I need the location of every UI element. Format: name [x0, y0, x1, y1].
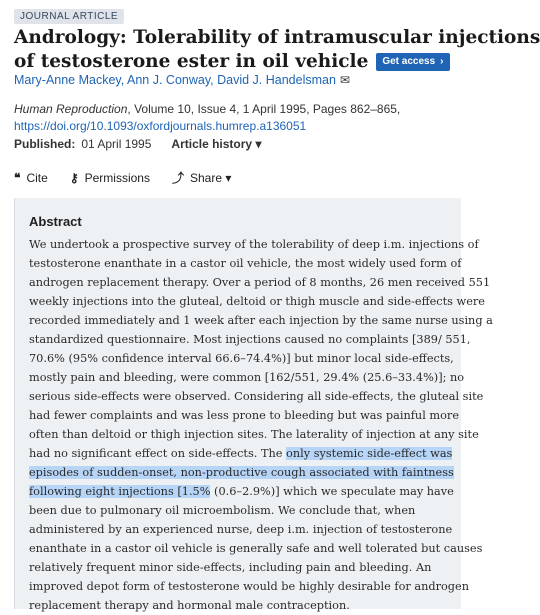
article-history-label: Article history — [171, 137, 253, 151]
article-title — [14, 26, 540, 74]
abstract-line: replacement therapy and hormonal male contraception. — [29, 599, 350, 612]
highlighted-text: following eight injections [1.5% — [29, 485, 211, 498]
abstract-line: had fewer complaints and was less prone to bleeding but was painful more — [29, 409, 460, 422]
abstract-text-fragment: (0.6–2.9%)] which we speculate may have — [210, 485, 454, 498]
abstract-line — [29, 482, 457, 501]
author-link[interactable]: Ann J. Conway — [127, 73, 211, 87]
permissions-label: Permissions — [84, 170, 150, 185]
highlighted-text: episodes of sudden-onset, non-productive cough associated with faintness — [29, 466, 454, 479]
abstract-line — [29, 463, 457, 482]
permissions-button[interactable] — [70, 171, 150, 185]
abstract-line: androgen replacement therapy. Over a period of 8 months, 26 men received 551 — [29, 276, 491, 289]
caret-down-icon: ▾ — [255, 137, 262, 151]
share-label: Share — [189, 170, 223, 185]
cite-label: Cite — [26, 170, 48, 185]
abstract-line: been due to pulmonary oil microembolism. We conclude that, when — [29, 504, 416, 517]
abstract-line — [29, 444, 457, 463]
abstract-line: mostly pain and bleeding, were common [162/551, 29.4% (25.6–33.4%)]; no — [29, 371, 465, 384]
share-button[interactable] — [172, 169, 231, 186]
article-type-badge: JOURNAL ARTICLE — [14, 9, 124, 24]
author-list — [14, 73, 350, 87]
highlighted-text: only systemic side-effect was — [286, 447, 453, 460]
abstract-line: improved depot form of testosterone would be highly desirable for androgen — [29, 580, 469, 593]
title-line-1: Andrology: Tolerability of intramuscular injections — [14, 27, 540, 48]
author-link[interactable]: Mary-Anne Mackey — [14, 73, 121, 87]
author-link[interactable]: David J. Handelsman — [217, 73, 336, 87]
get-access-label: Get access — [382, 56, 436, 67]
chevron-right-icon: › — [440, 56, 444, 67]
author-separator: , — [120, 73, 128, 87]
abstract-line: relatively frequent minor side-effects, including pain and bleeding. An — [29, 561, 432, 574]
title-line-2: of testosterone ester in oil vehicle — [14, 51, 369, 72]
key-icon: ⚷ — [69, 170, 79, 185]
abstract-line: enanthate in a castor oil vehicle is generally safe and well tolerated but causes — [29, 542, 483, 555]
abstract-line: 70.6% (95% confidence interval 66.6–74.4%)] but minor local side-effects, — [29, 352, 454, 365]
share-icon: ⤴ — [171, 171, 184, 185]
cite-button[interactable] — [14, 171, 48, 185]
author-separator: , — [210, 73, 218, 87]
publication-info — [14, 137, 261, 151]
journal-name: Human Reproduction — [14, 102, 128, 116]
abstract-text — [29, 235, 493, 615]
article-history-toggle[interactable] — [171, 137, 261, 151]
abstract-text-fragment: had no significant effect on side-effects. The — [29, 447, 287, 460]
envelope-icon[interactable]: ✉ — [339, 73, 350, 87]
abstract-line: weekly injections into the gluteal, deltoid or thigh muscle and side-effects were — [29, 295, 485, 308]
quote-icon: ❝ — [14, 170, 21, 185]
caret-down-icon: ▾ — [225, 170, 232, 185]
abstract-line: administered by an experienced nurse, deep i.m. injection of testosterone — [29, 523, 453, 536]
abstract-section — [14, 198, 493, 612]
published-date: 01 April 1995 — [81, 137, 152, 151]
abstract-line: testosterone enanthate in a castor oil vehicle, the most widely used form of — [29, 257, 462, 270]
journal-citation — [14, 102, 400, 116]
doi-link[interactable]: https://doi.org/10.1093/oxfordjournals.humrep.a136051 — [14, 119, 307, 133]
published-label: Published: — [14, 137, 76, 151]
abstract-line: often than deltoid or thigh injection sites. The laterality of injection at any site — [29, 428, 479, 441]
abstract-line: recorded immediately and 1 week after each injection by the same nurse using a — [29, 314, 493, 327]
abstract-line: standardized questionnaire. Most injections caused no complaints [389/ 551, — [29, 333, 471, 346]
abstract-heading: Abstract — [29, 214, 82, 229]
get-access-button[interactable] — [376, 53, 449, 71]
abstract-line: serious side-effects were observed. Considering all side-effects, the gluteal site — [29, 390, 484, 403]
journal-details: , Volume 10, Issue 4, 1 April 1995, Pages 862–865, — [127, 102, 401, 116]
abstract-line: We undertook a prospective survey of the tolerability of deep i.m. injections of — [29, 238, 479, 251]
article-toolbar — [14, 169, 253, 186]
